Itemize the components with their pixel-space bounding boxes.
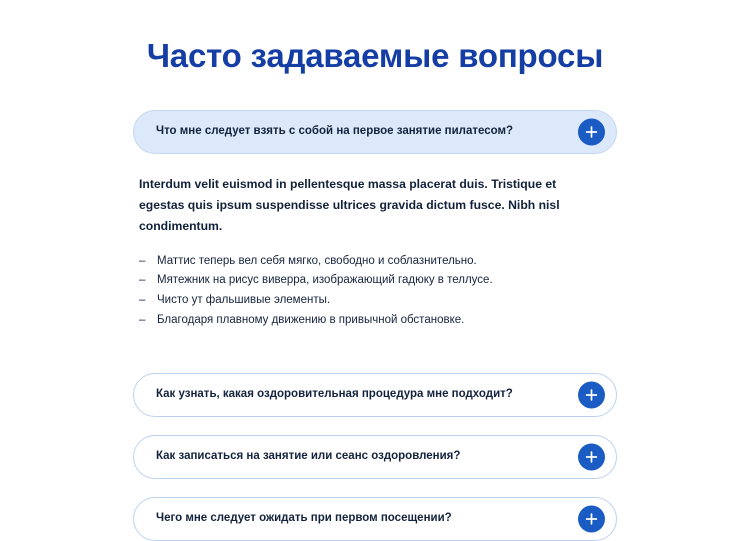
list-item-text: Мятежник на рисус виверра, изображающий гадюку в теллусе. — [157, 274, 493, 287]
faq-item — [133, 373, 617, 417]
plus-icon[interactable] — [578, 381, 605, 408]
faq-question-toggle-1[interactable] — [133, 110, 617, 154]
faq-question-label: Как узнать, какая оздоровительная процедура мне подходит? — [156, 388, 513, 401]
list-item-text: Благодаря плавному движению в привычной обстановке. — [157, 313, 465, 326]
list-item — [139, 311, 611, 331]
faq-question-label: Как записаться на занятие или сеанс оздоровления? — [156, 450, 461, 463]
faq-item — [133, 497, 617, 541]
bullet-marker: – — [139, 254, 146, 267]
faq-question-label: Что мне следует взять с собой на первое занятие пилатесом? — [156, 125, 514, 138]
list-item — [139, 252, 611, 272]
bullet-marker: – — [139, 313, 146, 326]
plus-icon[interactable] — [578, 505, 605, 532]
faq-question-toggle-4[interactable] — [133, 497, 617, 541]
list-item — [139, 291, 611, 311]
spacer — [139, 331, 611, 355]
faq-item — [133, 435, 617, 479]
faq-answer-panel — [133, 174, 617, 355]
plus-icon[interactable] — [578, 443, 605, 470]
faq-answer-lead: Interdum velit euismod in pellentesque massa placerat duis. Tristique et egestas quis ipsum suspendisse ultrices gravida dictum fusce. Nibh nisl condimentum. — [139, 176, 560, 234]
bullet-marker: – — [139, 274, 146, 287]
plus-icon[interactable] — [578, 118, 605, 145]
page-title: Часто задаваемые вопросы — [146, 37, 604, 74]
list-item-text: Чисто ут фальшивые элементы. — [157, 294, 331, 307]
faq-question-toggle-2[interactable] — [133, 373, 617, 417]
faq-question-label: Чего мне следует ожидать при первом посещении? — [156, 512, 452, 525]
faq-question-toggle-3[interactable] — [133, 435, 617, 479]
faq-item — [133, 110, 617, 355]
list-item — [139, 271, 611, 291]
faq-list — [133, 110, 617, 541]
faq-answer-bullets — [139, 252, 611, 331]
list-item-text: Маттис теперь вел себя мягко, свободно и соблазнительно. — [157, 254, 477, 267]
bullet-marker: – — [139, 294, 146, 307]
